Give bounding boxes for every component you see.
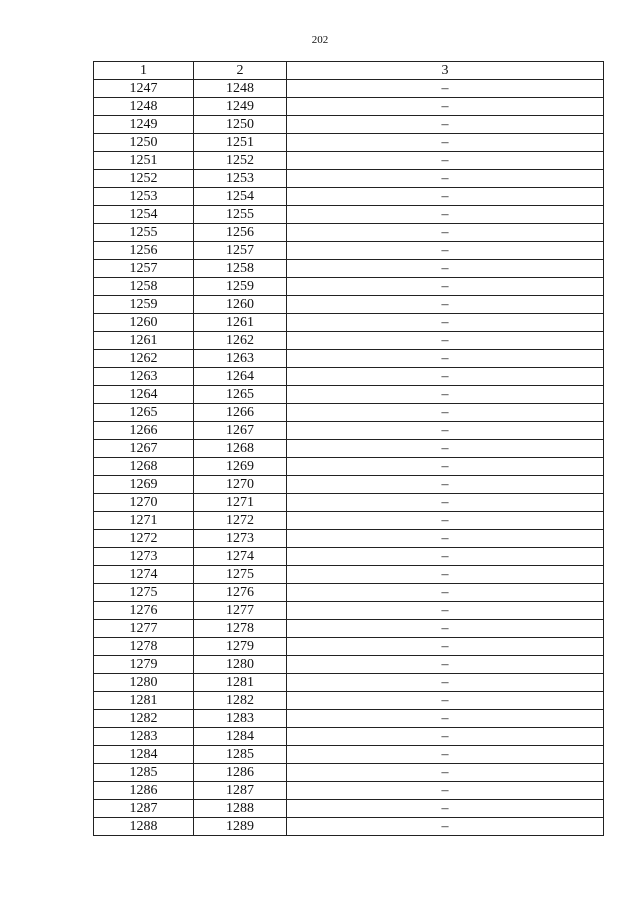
cell-col-3: –	[287, 224, 604, 242]
table-row	[94, 206, 604, 224]
cell-col-3: –	[287, 188, 604, 206]
cell-col-1: 1258	[94, 278, 194, 296]
table-row	[94, 710, 604, 728]
cell-col-1: 1253	[94, 188, 194, 206]
cell-col-2: 1288	[194, 800, 287, 818]
cell-col-2: 1248	[194, 80, 287, 98]
cell-col-3: –	[287, 80, 604, 98]
cell-col-3: –	[287, 350, 604, 368]
cell-col-3: –	[287, 368, 604, 386]
table-row	[94, 224, 604, 242]
cell-col-1: 1285	[94, 764, 194, 782]
cell-col-2: 1250	[194, 116, 287, 134]
table-row	[94, 584, 604, 602]
data-table	[93, 61, 604, 836]
cell-col-1: 1276	[94, 602, 194, 620]
cell-col-3: –	[287, 260, 604, 278]
cell-col-2: 1257	[194, 242, 287, 260]
cell-col-2: 1274	[194, 548, 287, 566]
cell-col-2: 1267	[194, 422, 287, 440]
cell-col-1: 1261	[94, 332, 194, 350]
table-body	[94, 80, 604, 836]
page-number: 202	[311, 34, 329, 46]
cell-col-1: 1283	[94, 728, 194, 746]
cell-col-1: 1275	[94, 584, 194, 602]
cell-col-1: 1264	[94, 386, 194, 404]
cell-col-2: 1254	[194, 188, 287, 206]
cell-col-1: 1257	[94, 260, 194, 278]
table-row	[94, 566, 604, 584]
cell-col-2: 1251	[194, 134, 287, 152]
cell-col-1: 1266	[94, 422, 194, 440]
table-row	[94, 98, 604, 116]
table-row	[94, 476, 604, 494]
cell-col-1: 1249	[94, 116, 194, 134]
cell-col-2: 1271	[194, 494, 287, 512]
cell-col-3: –	[287, 656, 604, 674]
cell-col-1: 1256	[94, 242, 194, 260]
cell-col-3: –	[287, 98, 604, 116]
cell-col-3: –	[287, 710, 604, 728]
cell-col-2: 1273	[194, 530, 287, 548]
cell-col-2: 1283	[194, 710, 287, 728]
cell-col-2: 1278	[194, 620, 287, 638]
table-row	[94, 368, 604, 386]
cell-col-2: 1286	[194, 764, 287, 782]
cell-col-1: 1268	[94, 458, 194, 476]
cell-col-1: 1247	[94, 80, 194, 98]
cell-col-3: –	[287, 386, 604, 404]
cell-col-1: 1280	[94, 674, 194, 692]
cell-col-3: –	[287, 494, 604, 512]
cell-col-3: –	[287, 152, 604, 170]
table-row	[94, 692, 604, 710]
table-row	[94, 350, 604, 368]
cell-col-1: 1288	[94, 818, 194, 836]
table-row	[94, 440, 604, 458]
cell-col-2: 1261	[194, 314, 287, 332]
cell-col-3: –	[287, 602, 604, 620]
cell-col-2: 1268	[194, 440, 287, 458]
cell-col-1: 1282	[94, 710, 194, 728]
cell-col-3: –	[287, 458, 604, 476]
cell-col-3: –	[287, 800, 604, 818]
cell-col-2: 1270	[194, 476, 287, 494]
cell-col-3: –	[287, 206, 604, 224]
cell-col-1: 1265	[94, 404, 194, 422]
cell-col-2: 1282	[194, 692, 287, 710]
table-row	[94, 494, 604, 512]
cell-col-2: 1276	[194, 584, 287, 602]
table-row	[94, 674, 604, 692]
column-header-2: 2	[194, 62, 287, 80]
cell-col-1: 1267	[94, 440, 194, 458]
cell-col-3: –	[287, 512, 604, 530]
cell-col-3: –	[287, 530, 604, 548]
cell-col-2: 1287	[194, 782, 287, 800]
cell-col-2: 1260	[194, 296, 287, 314]
cell-col-3: –	[287, 116, 604, 134]
table-row	[94, 764, 604, 782]
cell-col-1: 1254	[94, 206, 194, 224]
cell-col-3: –	[287, 638, 604, 656]
cell-col-3: –	[287, 620, 604, 638]
table-row	[94, 116, 604, 134]
cell-col-2: 1258	[194, 260, 287, 278]
table-row	[94, 422, 604, 440]
cell-col-2: 1256	[194, 224, 287, 242]
cell-col-1: 1284	[94, 746, 194, 764]
table-row	[94, 602, 604, 620]
table-row	[94, 404, 604, 422]
column-header-1: 1	[94, 62, 194, 80]
cell-col-2: 1253	[194, 170, 287, 188]
cell-col-1: 1271	[94, 512, 194, 530]
table-row	[94, 620, 604, 638]
table-row	[94, 296, 604, 314]
cell-col-2: 1262	[194, 332, 287, 350]
table-row	[94, 512, 604, 530]
cell-col-2: 1269	[194, 458, 287, 476]
cell-col-1: 1277	[94, 620, 194, 638]
cell-col-3: –	[287, 548, 604, 566]
table-row	[94, 242, 604, 260]
cell-col-3: –	[287, 746, 604, 764]
cell-col-3: –	[287, 332, 604, 350]
cell-col-1: 1260	[94, 314, 194, 332]
cell-col-3: –	[287, 134, 604, 152]
cell-col-1: 1255	[94, 224, 194, 242]
cell-col-3: –	[287, 566, 604, 584]
table-row	[94, 278, 604, 296]
table-row	[94, 800, 604, 818]
cell-col-2: 1280	[194, 656, 287, 674]
table-row	[94, 656, 604, 674]
table-row	[94, 386, 604, 404]
cell-col-2: 1275	[194, 566, 287, 584]
cell-col-3: –	[287, 818, 604, 836]
table-row	[94, 782, 604, 800]
cell-col-1: 1281	[94, 692, 194, 710]
cell-col-3: –	[287, 782, 604, 800]
cell-col-3: –	[287, 404, 604, 422]
cell-col-1: 1272	[94, 530, 194, 548]
cell-col-3: –	[287, 296, 604, 314]
cell-col-2: 1281	[194, 674, 287, 692]
cell-col-1: 1286	[94, 782, 194, 800]
cell-col-2: 1285	[194, 746, 287, 764]
cell-col-2: 1266	[194, 404, 287, 422]
table-row	[94, 638, 604, 656]
cell-col-2: 1249	[194, 98, 287, 116]
cell-col-2: 1255	[194, 206, 287, 224]
table-row	[94, 548, 604, 566]
table-row	[94, 530, 604, 548]
table-row	[94, 746, 604, 764]
cell-col-2: 1259	[194, 278, 287, 296]
cell-col-1: 1273	[94, 548, 194, 566]
cell-col-3: –	[287, 440, 604, 458]
cell-col-2: 1265	[194, 386, 287, 404]
cell-col-2: 1277	[194, 602, 287, 620]
table-row	[94, 458, 604, 476]
table-row	[94, 818, 604, 836]
table-row	[94, 332, 604, 350]
cell-col-1: 1252	[94, 170, 194, 188]
cell-col-3: –	[287, 674, 604, 692]
cell-col-1: 1278	[94, 638, 194, 656]
cell-col-1: 1279	[94, 656, 194, 674]
cell-col-3: –	[287, 476, 604, 494]
cell-col-2: 1252	[194, 152, 287, 170]
column-header-3: 3	[287, 62, 604, 80]
cell-col-3: –	[287, 728, 604, 746]
cell-col-1: 1269	[94, 476, 194, 494]
table-row	[94, 152, 604, 170]
cell-col-2: 1279	[194, 638, 287, 656]
cell-col-2: 1289	[194, 818, 287, 836]
cell-col-1: 1263	[94, 368, 194, 386]
cell-col-1: 1248	[94, 98, 194, 116]
cell-col-1: 1287	[94, 800, 194, 818]
cell-col-3: –	[287, 764, 604, 782]
table-row	[94, 134, 604, 152]
cell-col-2: 1263	[194, 350, 287, 368]
cell-col-1: 1251	[94, 152, 194, 170]
cell-col-3: –	[287, 170, 604, 188]
cell-col-2: 1264	[194, 368, 287, 386]
table-row	[94, 314, 604, 332]
cell-col-3: –	[287, 692, 604, 710]
cell-col-1: 1262	[94, 350, 194, 368]
cell-col-1: 1259	[94, 296, 194, 314]
cell-col-3: –	[287, 314, 604, 332]
cell-col-2: 1284	[194, 728, 287, 746]
table-header	[94, 62, 604, 80]
cell-col-1: 1274	[94, 566, 194, 584]
cell-col-1: 1270	[94, 494, 194, 512]
table-row	[94, 728, 604, 746]
cell-col-3: –	[287, 242, 604, 260]
cell-col-3: –	[287, 422, 604, 440]
table-row	[94, 260, 604, 278]
cell-col-2: 1272	[194, 512, 287, 530]
header-row	[94, 62, 604, 80]
table-row	[94, 170, 604, 188]
cell-col-3: –	[287, 278, 604, 296]
table-row	[94, 188, 604, 206]
table-row	[94, 80, 604, 98]
cell-col-1: 1250	[94, 134, 194, 152]
cell-col-3: –	[287, 584, 604, 602]
